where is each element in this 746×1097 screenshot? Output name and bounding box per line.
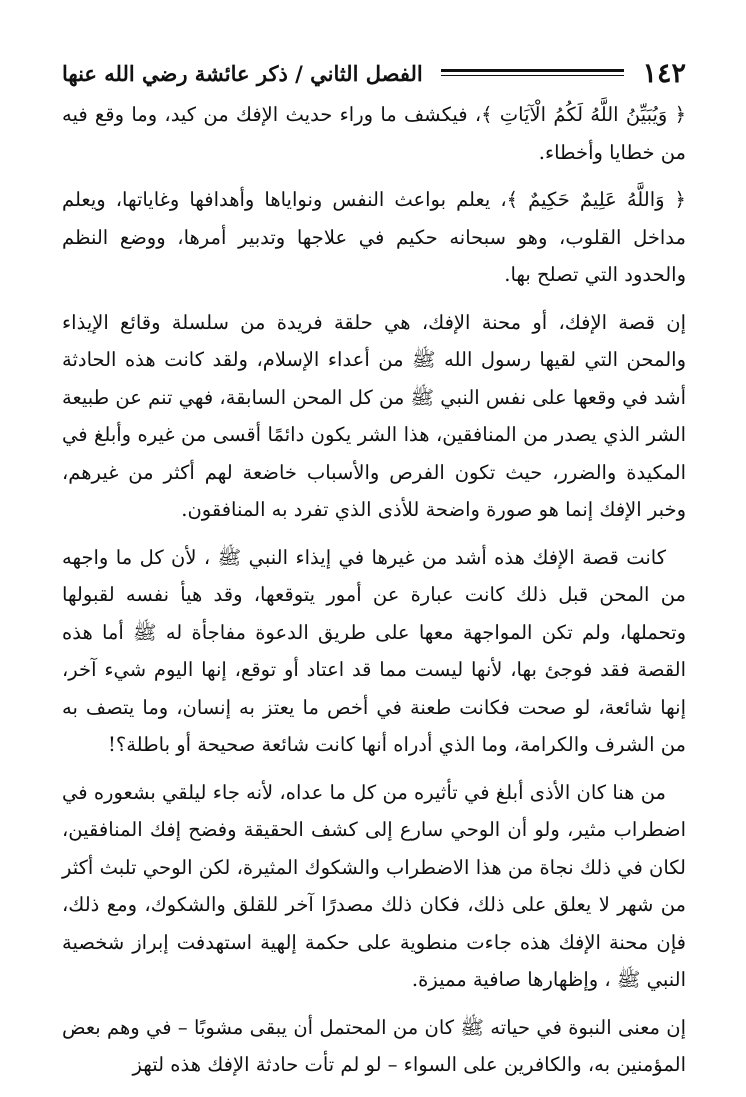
paragraph: إن معنى النبوة في حياته ﷺ كان من المحتمل أن يبقى مشوبًا – في وهم بعض المؤمنين به، والكافرين على السواء – لو لم تأت حادثة الإفك هذه لتهز (62, 1015, 687, 1076)
paragraph-verse-2: ﴿ وَاللَّهُ عَلِيمٌ حَكِيمٌ ﴾، يعلم بواعث النفس ونواياها وأهدافها وغاياتها، ويعلم مداخل القلوب، وهو سبحانه حكيم في علاجها وتدبير أمرها، ووضع النظم والحدود التي تصلح بها. (62, 188, 686, 286)
page-number: ١٤٢ (642, 57, 686, 89)
paragraph: كانت قصة الإفك هذه أشد من غيرها في إيذاء النبي ﷺ ، لأن كل ما واجهه من المحن قبل ذلك كانت عبارة عن أمور يتوقعها، وقد هيأ نفسه لقبولها وتحملها، ولم تكن المواجهة معها على طريق الدعوة مفاجأة له ﷺ أما هذه القصة فقد فوجئ بها، لأنها ليست مما قد اعتاد أو توقع، إنها اليوم شيء آخر، إنها شائعة، لو صحت فكانت طعنة في أخص ما يعتز به إنسان، وما يتصف به من الشرف والكرامة، وما الذي أدراه أنها كانت شائعة صحيحة أو باطلة؟! (62, 545, 686, 756)
paragraph: من هنا كان الأذى أبلغ في تأثيره من كل ما عداه، لأنه جاء ليلقي بشعوره في اضطراب مثير، ولو أن الوحي سارع إلى كشف الحقيقة وفضح إفك المنافقين، لكان في ذلك نجاة من هذا الاضطراب والشكوك المثيرة، لكن الوحي تلبث أكثر من شهر لا يعلق على ذلك، فكان ذلك مصدرًا آخر للقلق والشكوك، ومع ذلك، فإن محنة الإفك هذه جاءت منطوية على حكمة إلهية استهدفت إبراز شخصية النبي ﷺ ، وإظهارها صافية مميزة. (62, 780, 686, 991)
paragraph: إن قصة الإفك، أو محنة الإفك، هي حلقة فريدة من سلسلة وقائع الإيذاء والمحن التي لقيها رسول الله ﷺ من أعداء الإسلام، ولقد كانت هذه الحادثة أشد في وقعها على نفس النبي ﷺ من كل المحن السابقة، فهي تنم عن طبيعة الشر الذي يصدر من المنافقين، هذا الشر يكون دائمًا أقسى من غيره وأبلغ في المكيدة والضرر، حيث تكون الفرص والأسباب خاضعة لهم أكثر من غيرهم، وخبر الإفك إنما هو صورة واضحة للأذى الذي تفرد به المنافقون. (62, 310, 686, 521)
page-body (62, 96, 686, 1094)
header-rule (441, 68, 625, 78)
chapter-title: الفصل الثاني / ذكر عائشة رضي الله عنها (62, 60, 423, 86)
page-header (62, 54, 686, 92)
paragraph-verse-1: ﴿ وَيُبَيِّنُ اللَّهُ لَكُمُ الْآيَاتِ ﴾، فيكشف ما وراء حديث الإفك من كيد، وما وقع فيه من خطايا وأخطاء. (62, 103, 686, 164)
